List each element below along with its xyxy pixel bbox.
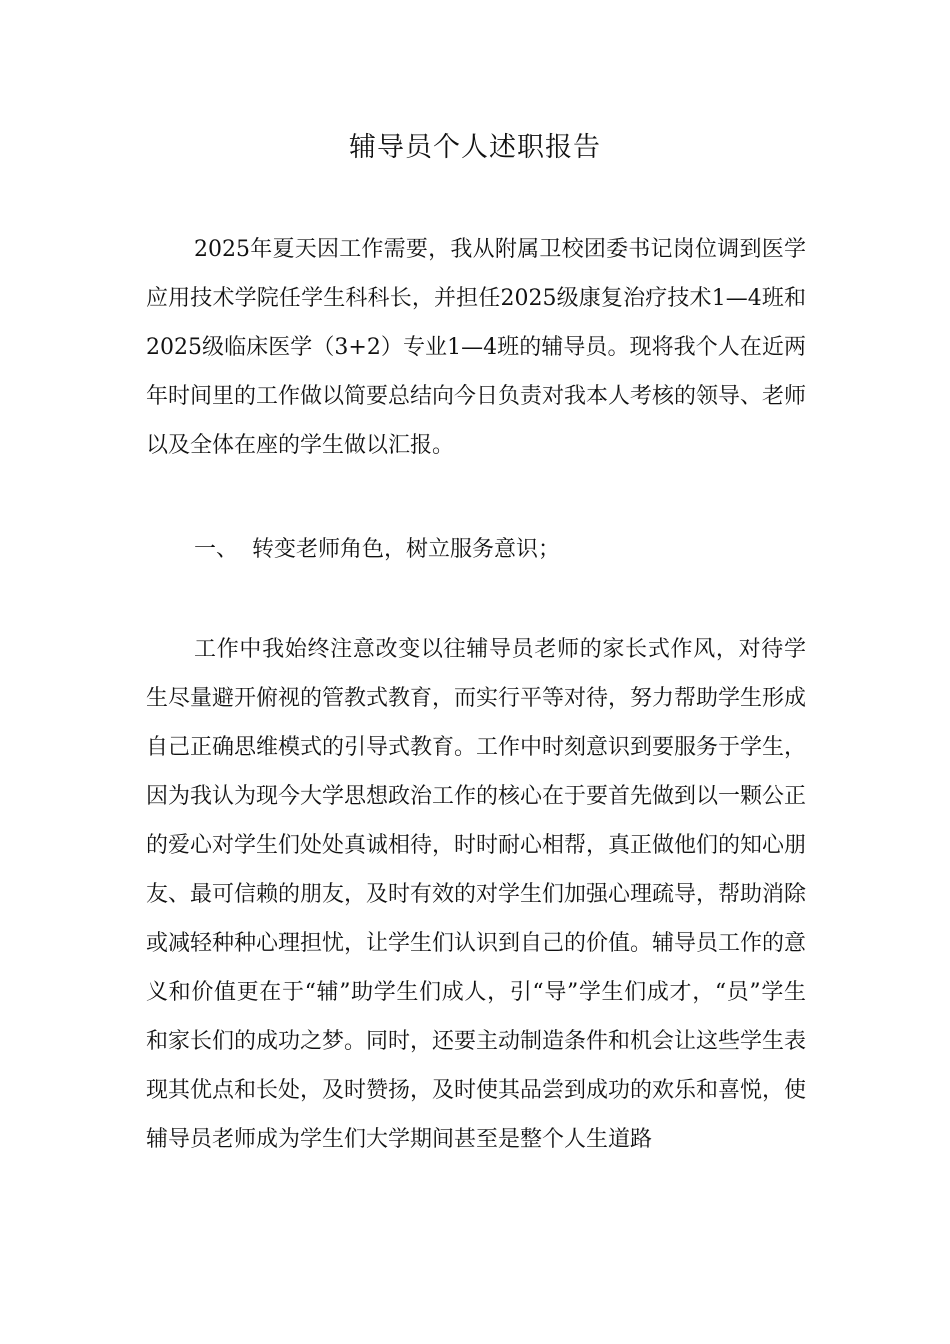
document-title: 辅导员个人述职报告 [349,132,601,163]
intro-paragraph: 2025年夏天因工作需要，我从附属卫校团委书记岗位调到医学应用技术学院任学生科科长，并担任2025级康复治疗技术1—4班和2025级临床医学（3+2）专业1—4班的辅导员。现将我个人在近两年时间里的工作做以简要总结向今日负责对我本人考核的领导、老师以及全体在座的学生做以汇报。 [146,237,806,458]
section-heading [194,525,794,574]
section-number: 一、 [194,537,239,562]
body-paragraph: 工作中我始终注意改变以往辅导员老师的家长式作风，对待学生尽量避开俯视的管教式教育，而实行平等对待，努力帮助学生形成自己正确思维模式的引导式教育。工作中时刻意识到要服务于学生，因为我认为现今大学思想政治工作的核心在于要首先做到以一颗公正的爱心对学生们处处真诚相待，时时耐心相帮，真正做他们的知心朋友、最可信赖的朋友，及时有效的对学生们加强心理疏导，帮助消除或减轻种种心理担忧，让学生们认识到自己的价值。辅导员工作的意义和价值更在于“辅”助学生们成人，引“导”学生们成才，“员”学生和家长们的成功之梦。同时，还要主动制造条件和机会让这些学生表现其优点和长处，及时赞扬，及时使其品尝到成功的欢乐和喜悦，使辅导员老师成为学生们大学期间甚至是整个人生道路 [146,637,806,1152]
section-heading-text: 转变老师角色，树立服务意识； [252,537,561,562]
